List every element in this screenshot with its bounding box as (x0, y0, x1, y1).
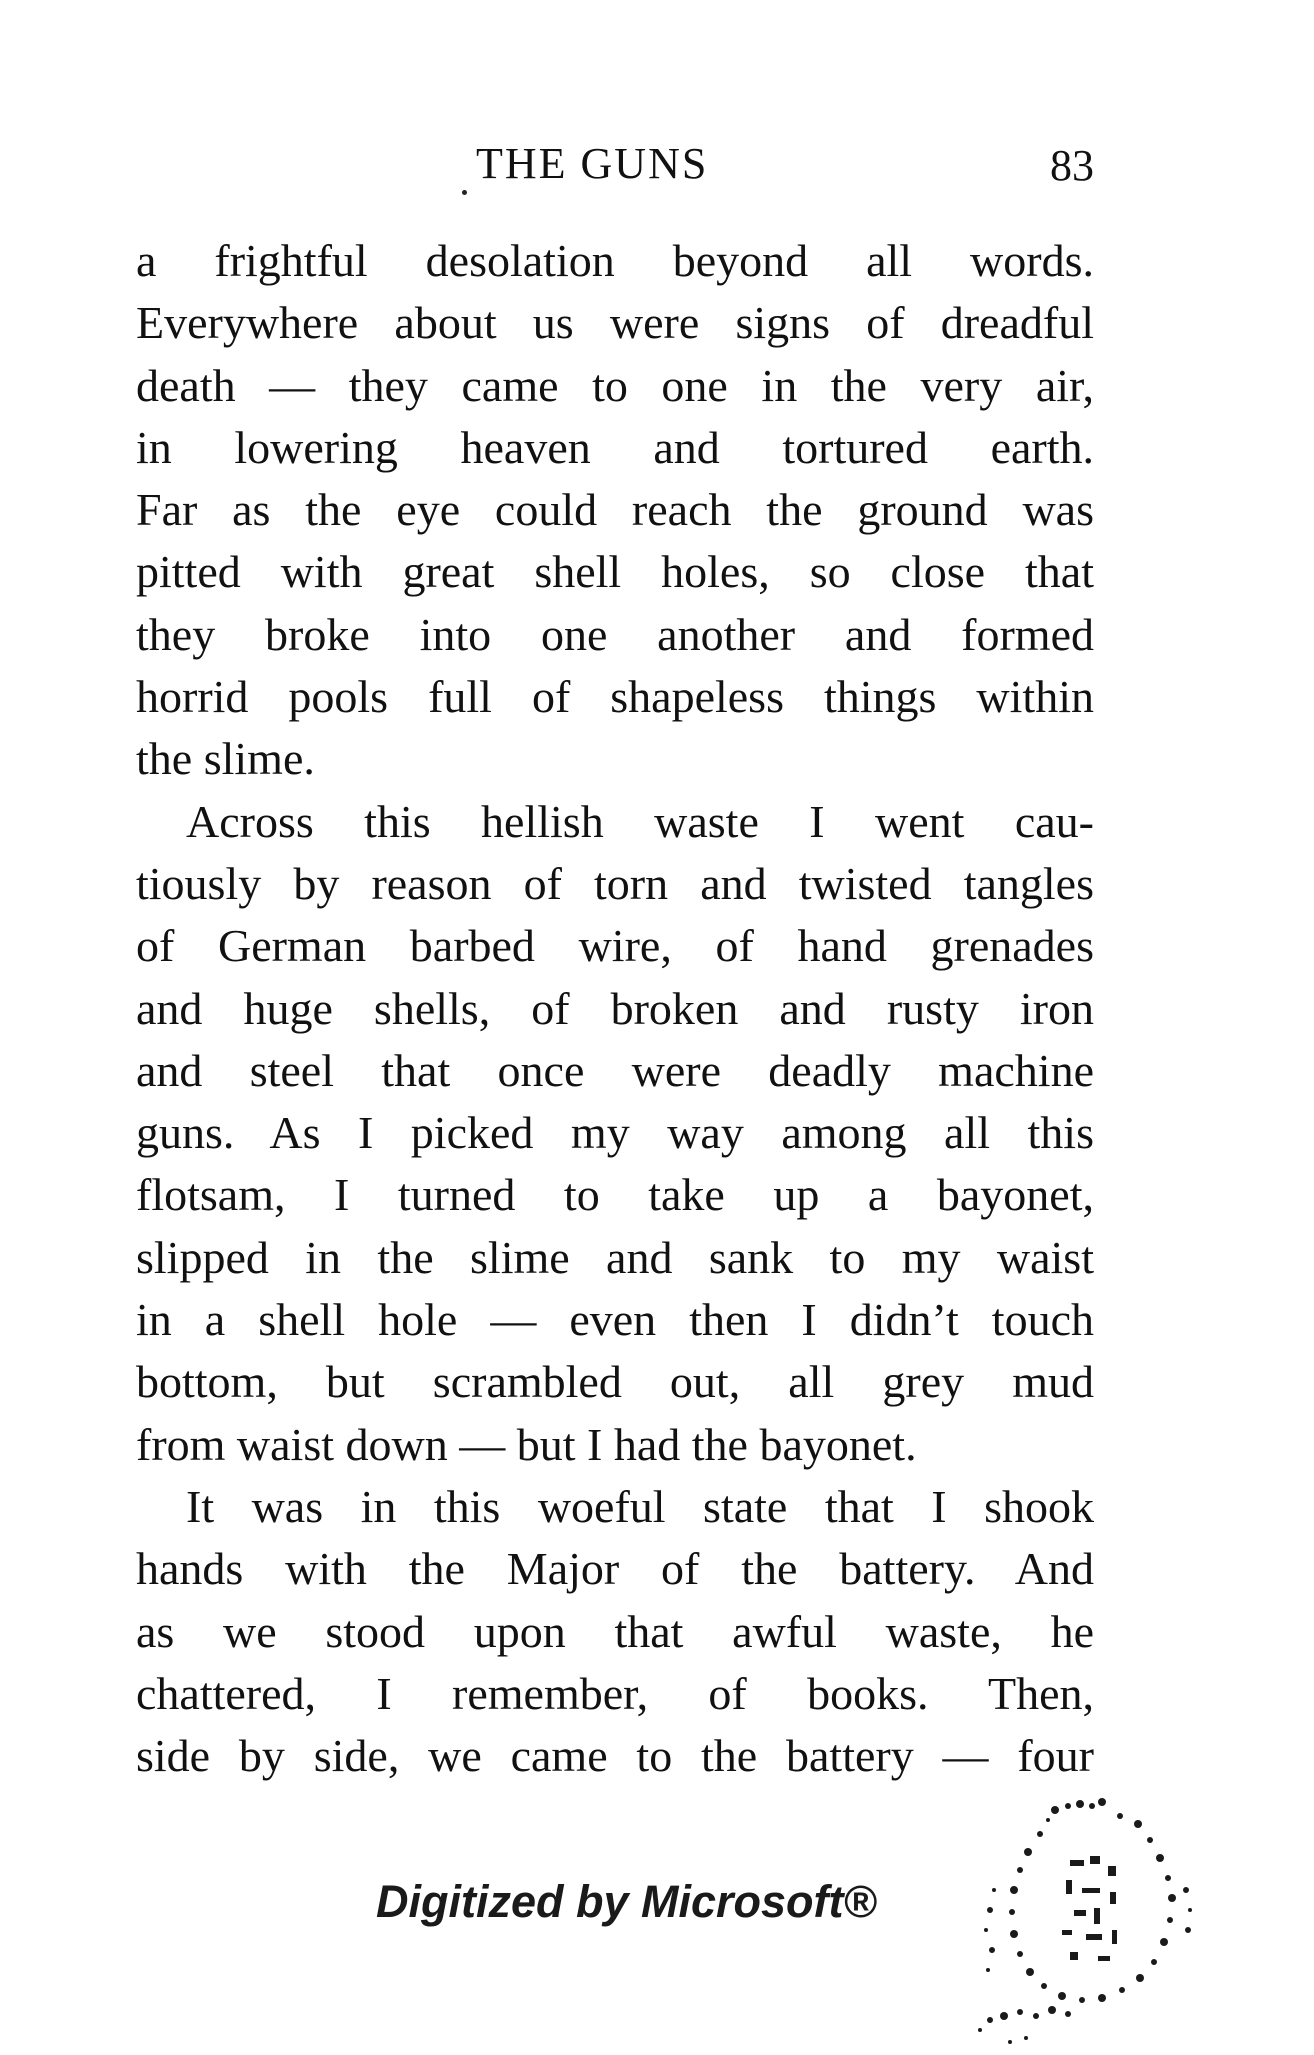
text-line: in a shell hole — even then I didn’t touch (136, 1294, 1094, 1346)
text-line: of German barbed wire, of hand grenades (136, 920, 1094, 972)
text-line: death — they came to one in the very air, (136, 359, 1094, 411)
text-line: pitted with great shell holes, so close that (136, 546, 1094, 598)
body-text (136, 230, 1094, 1787)
text-line: in lowering heaven and tortured earth. (136, 421, 1094, 473)
text-line: and steel that once were deadly machine (136, 1044, 1094, 1096)
text-line: guns. As I picked my way among all this (136, 1107, 1094, 1159)
text-line: Far as the eye could reach the ground was (136, 484, 1094, 536)
text-line: horrid pools full of shapeless things within (136, 671, 1094, 723)
running-head (136, 138, 1094, 198)
text-line: chattered, I remember, of books. Then, (136, 1667, 1094, 1719)
text-line: side by side, we came to the battery — four (136, 1730, 1094, 1782)
text-line: It was in this woeful state that I shook (186, 1480, 1094, 1532)
text-line: a frightful desolation beyond all words. (136, 235, 1094, 286)
page-number: 83 (1050, 141, 1094, 190)
text-line: tiously by reason of torn and twisted tangles (136, 857, 1094, 909)
text-line: from waist down — but I had the bayonet. (136, 1418, 917, 1470)
text-line: flotsam, I turned to take up a bayonet, (136, 1169, 1094, 1221)
library-stamp-icon (950, 1780, 1200, 2050)
running-title: THE GUNS (476, 139, 709, 188)
text-line: Everywhere about us were signs of dreadful (136, 297, 1094, 349)
text-line: Across this hellish waste I went cau- (186, 795, 1094, 847)
digitized-credit: Digitized by Microsoft® (376, 1876, 877, 1927)
speck (462, 190, 467, 195)
text-line: as we stood upon that awful waste, he (136, 1605, 1094, 1657)
text-line: hands with the Major of the battery. And (136, 1543, 1094, 1595)
text-line: slipped in the slime and sank to my waist (136, 1231, 1094, 1283)
text-line: and huge shells, of broken and rusty iron (136, 982, 1094, 1034)
text-line: they broke into one another and formed (136, 608, 1094, 660)
text-line: the slime. (136, 733, 315, 785)
text-line: bottom, but scrambled out, all grey mud (136, 1356, 1094, 1408)
